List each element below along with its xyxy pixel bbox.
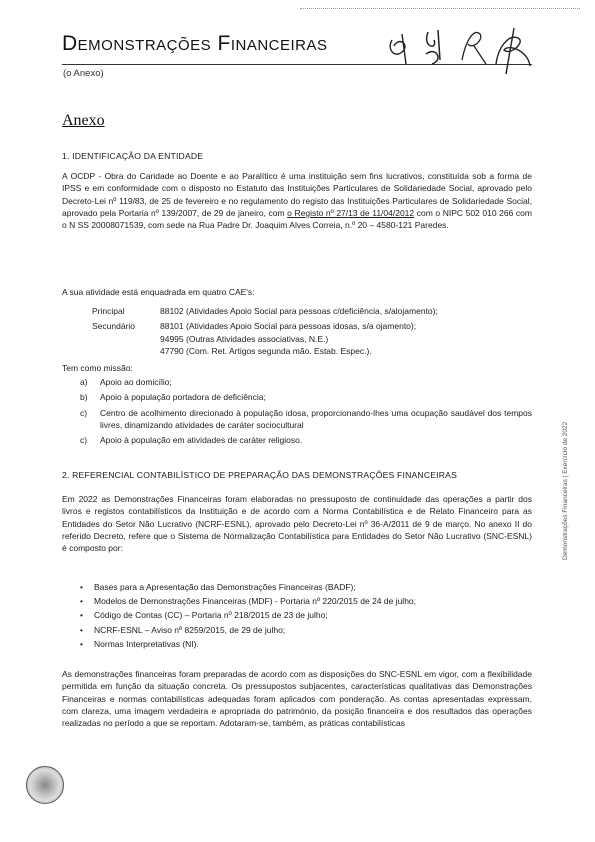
mission-item — [80, 391, 532, 403]
mission-item — [80, 434, 532, 446]
mission-item — [80, 376, 532, 388]
list-item — [80, 608, 530, 622]
page-subtitle: (o Anexo) — [63, 68, 104, 79]
mission-marker: c) — [80, 407, 88, 418]
section-2-paragraph-2: As demonstrações financeiras foram preparadas de acordo com as disposições do SNC-ESNL em vigor, com a flexibilidade permitida em função da situação concreta. Os pressupostos subjacentes, características qualitativas das Demonstrações Financeiras e normas contabilísticas adequadas foram aplicados com ponderação. As contas apresentadas expressam, com clareza, uma imagem verdadeira e apropriada do património, da posição financeira e dos resultados das operações realizadas no período a que se reportam. Adotaram-se, também, as práticas contabilísticas — [62, 669, 532, 729]
mission-text: Apoio à população portadora de deficiência; — [100, 392, 266, 403]
mission-list — [80, 376, 532, 446]
cae-row — [92, 333, 532, 345]
mission-intro: Tem como missão: — [62, 363, 133, 373]
cae-list — [92, 305, 532, 357]
section-1-title: 1. IDENTIFICAÇÃO DA ENTIDADE — [62, 151, 204, 161]
mission-text: Apoio à população em atividades de caráter religioso. — [100, 435, 303, 446]
cae-row-text: 47790 (Com. Ret. Artigos segunda mão. Estab. Espec.). — [160, 345, 372, 356]
list-item-text: Bases para a Apresentação das Demonstrações Financeiras (BADF); — [94, 582, 356, 592]
cae-row — [92, 345, 532, 357]
cae-row-label: Secundário — [92, 321, 136, 332]
section-2-title: 2. REFERENCIAL CONTABILÍSTICO DE PREPARAÇÃO DAS DEMONSTRAÇÕES FINANCEIRAS — [62, 470, 458, 480]
list-item — [80, 637, 530, 651]
cae-row-label — [92, 345, 160, 357]
margin-note: Demonstrações Financeiras | Exercício de 2022 — [562, 421, 569, 560]
anexo-heading: Anexo — [62, 112, 105, 129]
mission-text: Apoio ao domicílio; — [100, 377, 172, 387]
signature-icon — [378, 20, 538, 76]
list-item — [80, 580, 530, 594]
mission-marker: a) — [80, 377, 88, 387]
bullet-icon: • — [80, 638, 83, 649]
list-item-text: Modelos de Demonstrações Financeiras (MDF) - Portaria nº 220/2015 de 24 de julho; — [94, 596, 417, 607]
cae-row-text: 88102 (Atividades Apoio Social para pessoas c/deficiência, s/alojamento); — [160, 306, 438, 316]
mission-marker: c) — [80, 435, 88, 446]
mission-item — [80, 407, 532, 432]
cae-row-label — [92, 333, 160, 345]
list-item-text: Normas Interpretativas (NI). — [94, 638, 199, 649]
cae-row-text: 88101 (Atividades Apoio Social para pessoas idosas, s/a ojamento); — [160, 321, 417, 332]
scan-artifact-divider — [300, 8, 580, 10]
bullet-icon: • — [80, 624, 83, 635]
section-1-paragraph-part-a: A OCDP - Obra do Caridade ao Doente e ao Paralítico é uma instituição sem fins lucrativos, constituída sob a forma de IPSS e em conformidade com o disposto no Estatuto das Instituições Particulares de Solidariedade Social, aprovado pelo Decreto-Lei nº 119/83, de 25 de fevereiro e no regulamento do registo das Instituições Particulares de Solidariedade Social, aprovado pela Portaria nº 139/2007, de 29 de janeiro, com — [62, 171, 532, 218]
mission-text: Centro de acolhimento direcionado à população idosa, proporcionando-lhes uma ocupação saudável dos tempos livres, dinamizando atividades de caráter sociocultural — [100, 407, 532, 430]
cae-row-label: Principal — [92, 306, 125, 316]
section-2-paragraph-1: Em 2022 as Demonstrações Financeiras foram elaboradas no pressuposto de continuidade das operações a partir dos livros e registos contabilísticos da Instituição e de acordo com a Norma Contabilística e de Relato Financeiro para as Entidades do Setor Não Lucrativo (NCRF-ESNL), aprovado pelo Decreto-Lei nº 36-A/2011 de 9 de março. No anexo II do referido Decreto, refere que o Sistema de Normalização Contabilística para Entidades do Setor Não Lucrativo (SNC-ESNL) é composto por: — [62, 494, 532, 554]
seal-stamp-icon — [26, 766, 64, 804]
bullet-icon: • — [80, 596, 83, 607]
list-item-text: NCRF-ESNL – Aviso nº 8259/2015, de 29 de julho; — [94, 624, 286, 635]
page-title: Demonstrações Financeiras — [62, 32, 328, 55]
list-item-text: Código de Contas (CC) – Portaria nº 218/2015 de 23 de julho; — [94, 610, 328, 621]
section-1-paragraph — [62, 170, 532, 231]
mission-marker: b) — [80, 392, 88, 403]
norms-list — [80, 580, 530, 651]
bullet-icon: • — [80, 610, 83, 621]
bullet-icon: • — [80, 582, 83, 592]
list-item — [80, 594, 530, 608]
section-1-paragraph-part-b: com o NIPC 502 010 266 com o N SS 20008071539, com sede na Rua Padre Dr. Joaquim Alves Correia, n.º 20 – 4580-121 Paredes. — [62, 207, 532, 231]
list-item — [80, 623, 530, 637]
cae-row-text: 94995 (Outras Atividades associativas, N.E.) — [160, 333, 329, 344]
cae-intro: A sua atividade está enquadrada em quatro CAE's: — [62, 287, 255, 297]
cae-row — [92, 305, 532, 317]
cae-row — [92, 320, 532, 332]
section-1-registo: o Registo nº 27/13 de 11/04/2012 — [287, 207, 415, 218]
